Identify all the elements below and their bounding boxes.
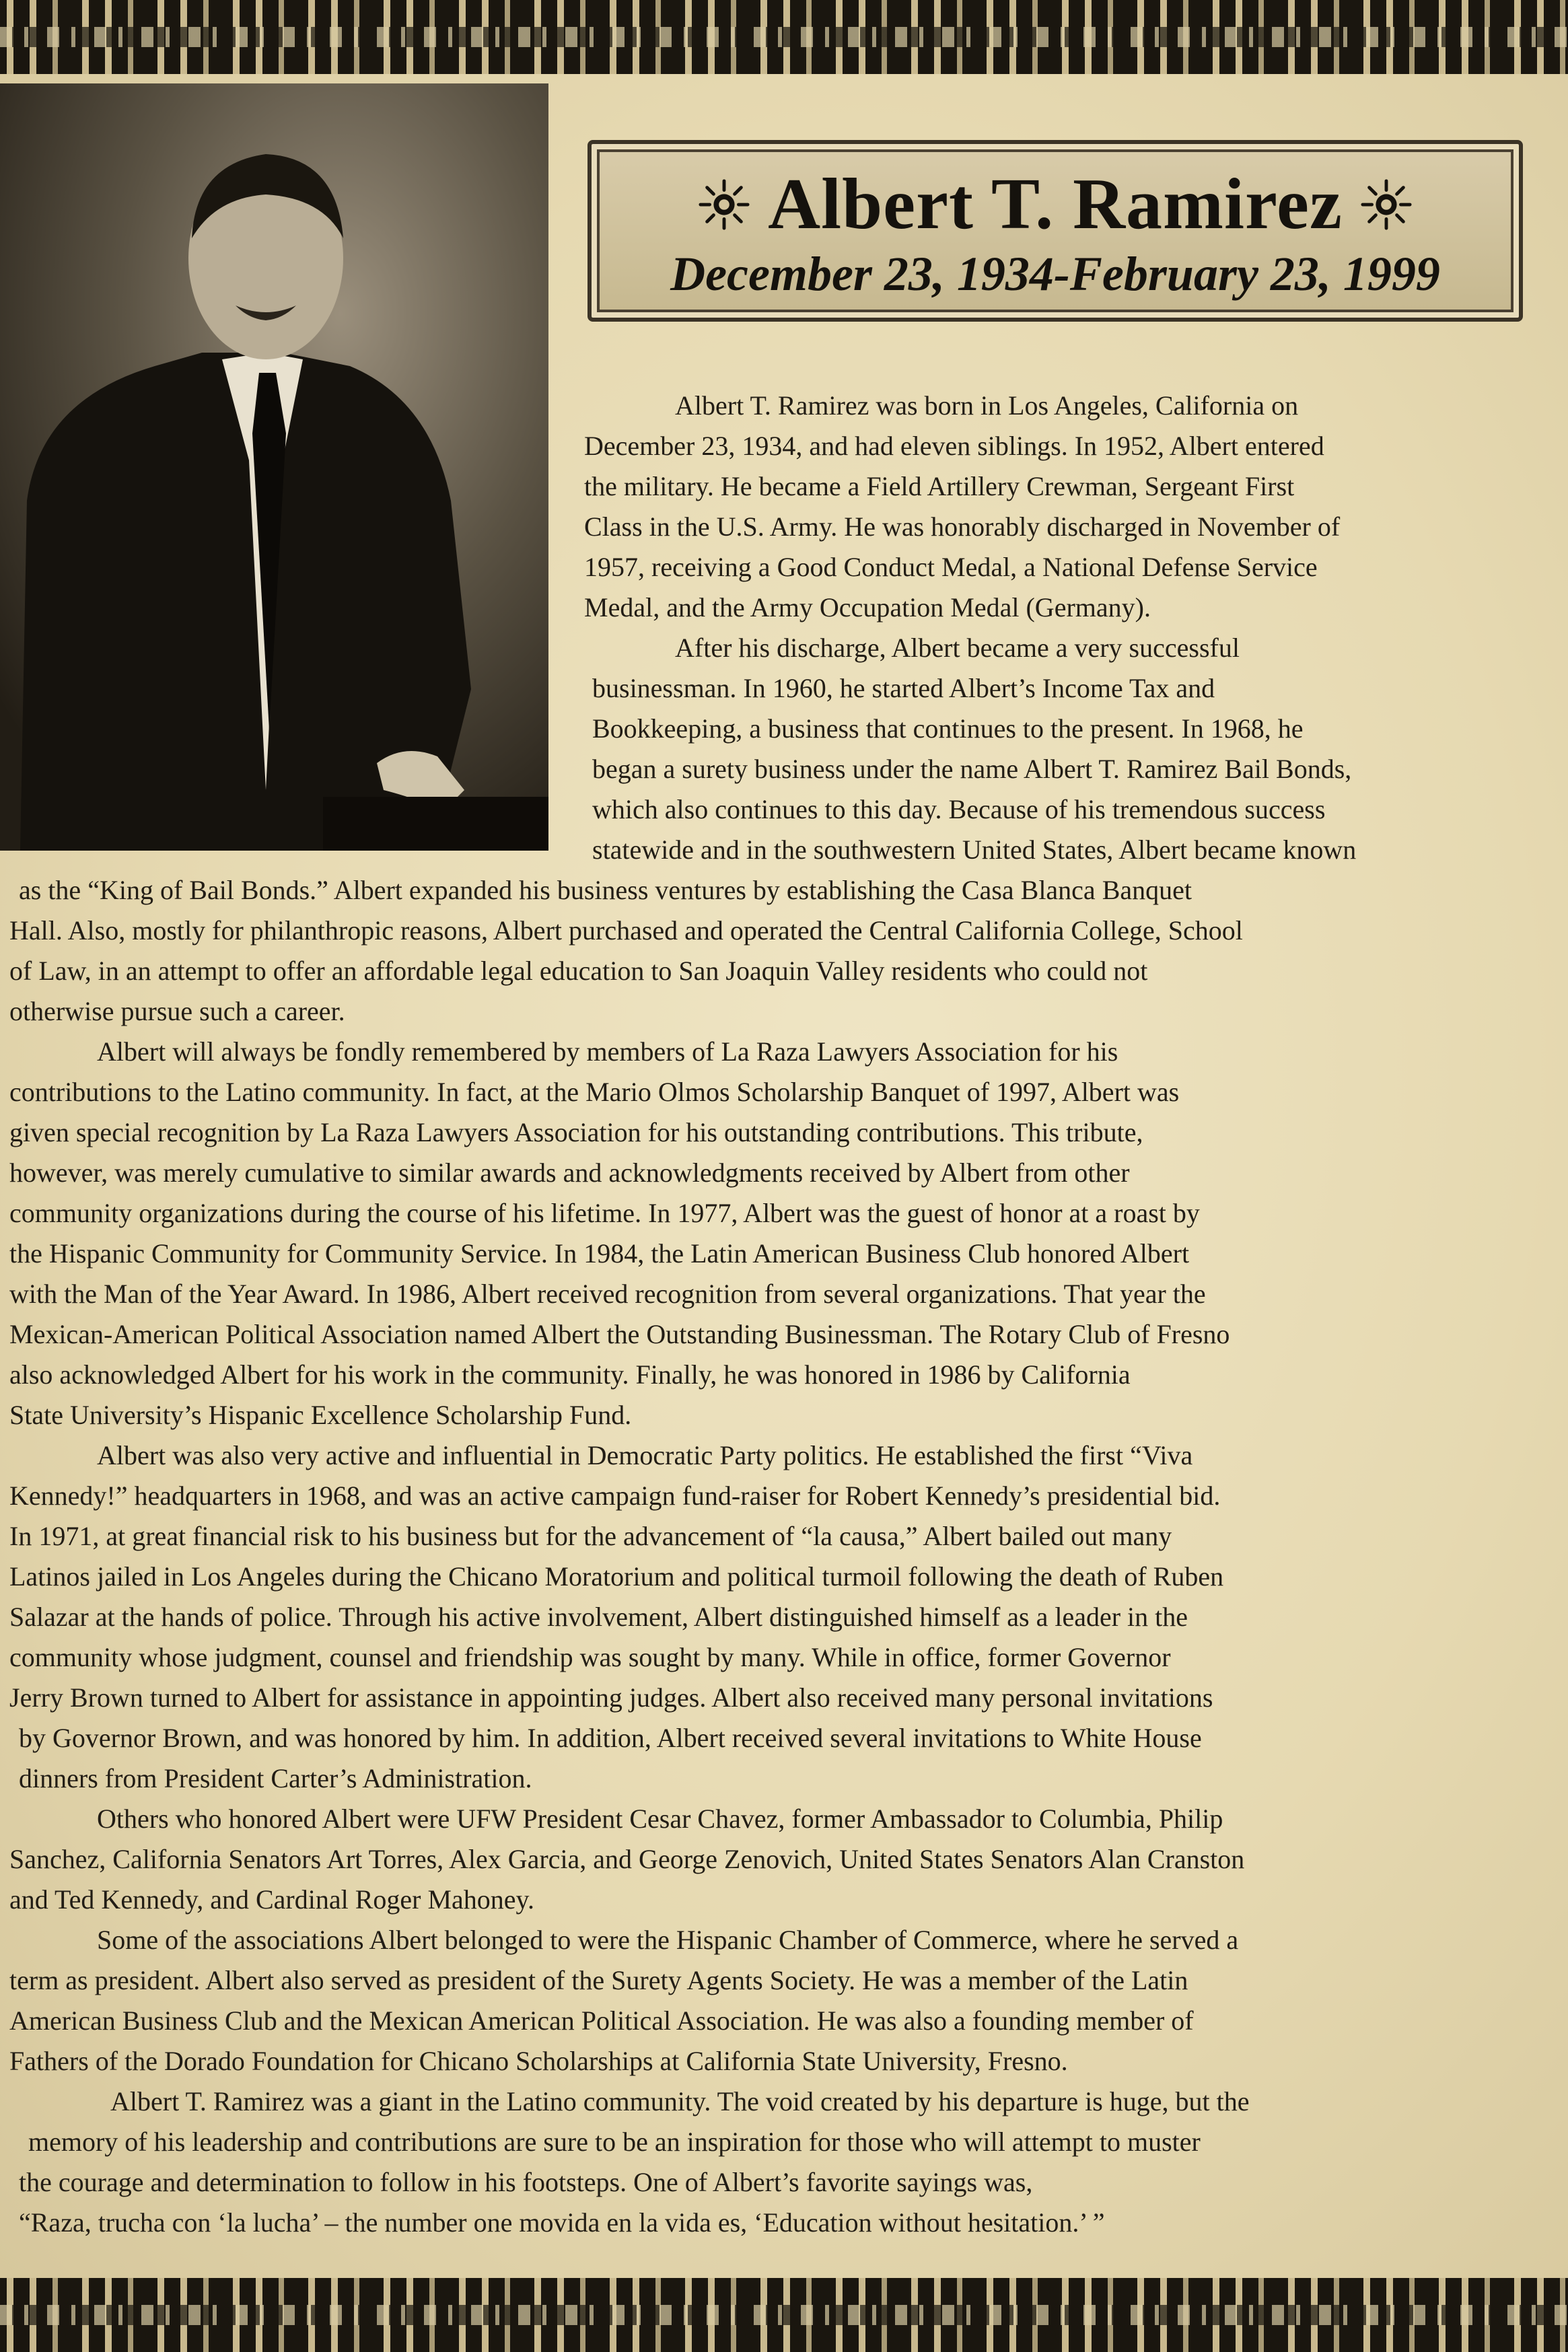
text-line: Bookkeeping, a business that continues to the present. In 1968, he [592,713,1304,744]
text-line: Others who honored Albert were UFW President Cesar Chavez, former Ambassador to Columbia, Philip [97,1804,1223,1834]
text-line: Jerry Brown turned to Albert for assistance in appointing judges. Albert also received many personal invitations [9,1682,1213,1713]
sunburst-ornament-right-icon [1360,178,1413,231]
text-line: otherwise pursue such a career. [9,996,345,1026]
text-line: In 1971, at great financial risk to his business but for the advancement of “la causa,” Albert bailed out many [9,1521,1172,1551]
text-line: began a surety business under the name Albert T. Ramirez Bail Bonds, [592,754,1352,784]
text-line: however, was merely cumulative to similar awards and acknowledgments received by Albert from other [9,1157,1130,1188]
paragraph-business-career [0,628,1568,1032]
text-line: 1957, receiving a Good Conduct Medal, a National Defense Service [584,552,1318,582]
text-line: Medal, and the Army Occupation Medal (Germany). [584,592,1151,622]
sunburst-ornament-left-icon [698,178,750,231]
text-line: Fathers of the Dorado Foundation for Chicano Scholarships at California State University, Fresno. [9,2046,1068,2076]
text-line: memory of his leadership and contributions are sure to be an inspiration for those who will attempt to muster [28,2127,1201,2157]
text-line: Mexican-American Political Association named Albert the Outstanding Businessman. The Rotary Club of Fresno [9,1319,1230,1349]
text-line: Sanchez, California Senators Art Torres, Alex Garcia, and George Zenovich, United States Senators Alan Cranston [9,1844,1245,1874]
text-line: After his discharge, Albert became a very successful [675,633,1240,663]
text-line: the Hispanic Community for Community Service. In 1984, the Latin American Business Club honored Albert [9,1238,1190,1269]
text-line: American Business Club and the Mexican American Political Association. He was also a founding member of [9,2005,1194,2036]
text-line: the military. He became a Field Artillery Crewman, Sergeant First [584,471,1295,501]
paragraph-recognition [9,1032,1557,1435]
text-line: Albert will always be fondly remembered by members of La Raza Lawyers Association for his [97,1036,1118,1067]
decorative-border-top [0,0,1568,74]
decorative-border-bottom [0,2278,1568,2352]
text-line: with the Man of the Year Award. In 1986, Albert received recognition from several organizations. That year the [9,1279,1206,1309]
text-line: the courage and determination to follow in his footsteps. One of Albert’s favorite sayings was, [19,2167,1033,2197]
text-line: Class in the U.S. Army. He was honorably discharged in November of [584,511,1341,542]
paragraph-early-life [584,386,1540,628]
text-line: term as president. Albert also served as president of the Surety Agents Society. He was a member of the Latin [9,1965,1188,1995]
text-line: December 23, 1934, and had eleven siblings. In 1952, Albert entered [584,431,1324,461]
text-line: given special recognition by La Raza Lawyers Association for his outstanding contributions. This tribute, [9,1117,1143,1147]
text-line: community whose judgment, counsel and friendship was sought by many. While in office, former Governor [9,1642,1171,1672]
text-line: contributions to the Latino community. In fact, at the Mario Olmos Scholarship Banquet of 1997, Albert was [9,1077,1180,1107]
text-line: Some of the associations Albert belonged to were the Hispanic Chamber of Commerce, where he served a [97,1925,1239,1955]
text-line: and Ted Kennedy, and Cardinal Roger Mahoney. [9,1884,534,1915]
text-line: Albert T. Ramirez was born in Los Angeles, California on [675,390,1299,421]
text-line: Latinos jailed in Los Angeles during the Chicano Moratorium and political turmoil following the death of Ruben [9,1561,1224,1592]
paragraph-politics [9,1435,1557,1799]
text-line: statewide and in the southwestern United States, Albert became known [592,834,1357,865]
text-line: as the “King of Bail Bonds.” Albert expanded his business ventures by establishing the Casa Blanca Banquet [19,875,1192,905]
text-line: dinners from President Carter’s Administration. [19,1763,532,1793]
paragraph-associations [9,1920,1557,2081]
text-line: businessman. In 1960, he started Albert’s Income Tax and [592,673,1215,703]
text-line: Kennedy!” headquarters in 1968, and was an active campaign fund-raiser for Robert Kennedy’s presidential bid. [9,1481,1221,1511]
text-line: Albert was also very active and influential in Democratic Party politics. He established the first “Viva [97,1440,1193,1470]
text-line: State University’s Hispanic Excellence Scholarship Fund. [9,1400,632,1430]
title-row [592,164,1519,245]
text-line: Albert T. Ramirez was a giant in the Latino community. The void created by his departure is huge, but the [110,2086,1250,2116]
text-line: “Raza, trucha con ‘la lucha’ – the number one movida en la vida es, ‘Education without hesitation.’ ” [19,2207,1105,2238]
text-line: which also continues to this day. Because of his tremendous success [592,794,1326,824]
text-line: Hall. Also, mostly for philanthropic reasons, Albert purchased and operated the Central California College, School [9,915,1243,946]
text-line: of Law, in an attempt to offer an affordable legal education to San Joaquin Valley residents who could not [9,956,1148,986]
text-line: community organizations during the course of his lifetime. In 1977, Albert was the guest of honor at a roast by [9,1198,1200,1228]
text-line: by Governor Brown, and was honored by him. In addition, Albert received several invitations to White House [19,1723,1202,1753]
paragraph-legacy [9,2081,1557,2243]
text-line: Salazar at the hands of police. Through his active involvement, Albert distinguished himself as a leader in the [9,1602,1188,1632]
memorial-page [0,74,1568,2278]
text-line: also acknowledged Albert for his work in the community. Finally, he was honored in 1986 by California [9,1359,1131,1390]
title-plaque [587,140,1523,322]
life-dates: December 23, 1934-February 23, 1999 [670,247,1440,301]
memorial-name-heading: Albert T. Ramirez [768,164,1343,244]
paragraph-honors [9,1799,1557,1920]
